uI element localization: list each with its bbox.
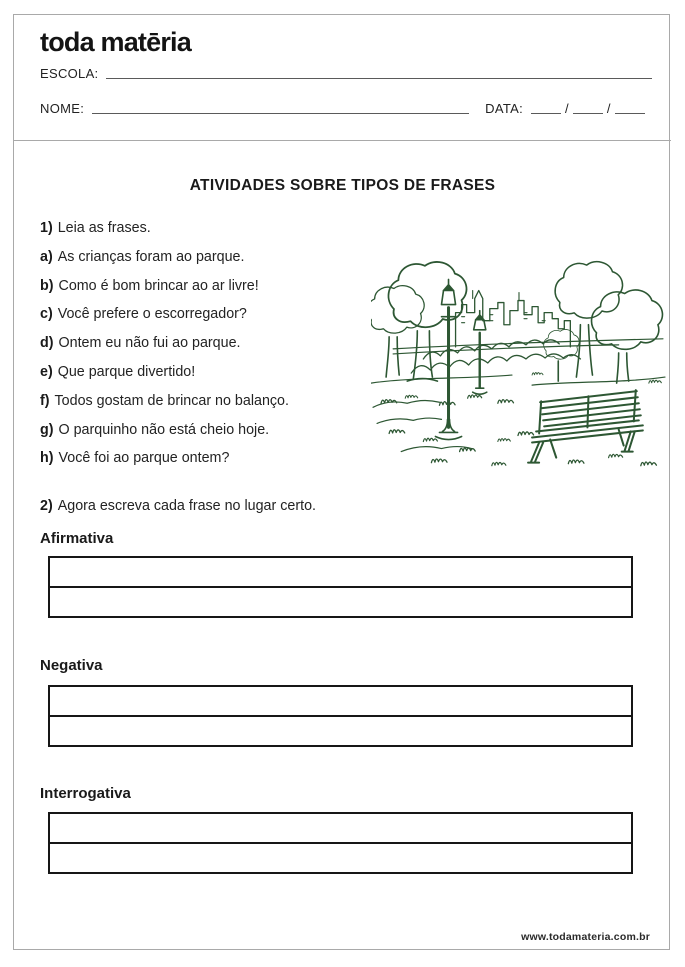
name-field-line[interactable] (92, 103, 469, 114)
page-border-frame (13, 14, 670, 950)
answer-line[interactable] (50, 814, 631, 844)
answer-line[interactable] (50, 844, 631, 872)
list-item (40, 243, 289, 272)
name-date-field-row (40, 101, 655, 116)
item-text: Ontem eu não fui ao parque. (58, 335, 241, 352)
item-text: Como é bom brincar ao ar livre! (58, 277, 259, 294)
date-month-field[interactable] (573, 103, 603, 114)
list-item (40, 329, 289, 358)
item-letter: d) (40, 335, 54, 352)
item-letter: h) (40, 450, 54, 467)
answer-line[interactable] (50, 588, 631, 616)
question-number: 2) (40, 498, 53, 514)
item-letter: f) (40, 392, 50, 409)
date-day-field[interactable] (531, 103, 561, 114)
item-text: O parquinho não está cheio hoje. (58, 421, 270, 438)
item-letter: a) (40, 248, 53, 265)
answer-line[interactable] (50, 717, 631, 745)
header-divider-line (13, 140, 671, 141)
park-illustration (371, 254, 669, 474)
category-label-interrogativa: Interrogativa (40, 785, 131, 802)
answer-line[interactable] (50, 687, 631, 717)
question-1-block (40, 214, 289, 473)
item-text: Que parque divertido! (57, 363, 196, 380)
list-item (40, 387, 289, 416)
page-title: ATIVIDADES SOBRE TIPOS DE FRASES (189, 177, 496, 194)
item-text: As crianças foram ao parque. (57, 248, 245, 265)
list-item (40, 300, 289, 329)
question-number: 1) (40, 220, 53, 236)
date-separator: / (606, 101, 611, 116)
item-text: Todos gostam de brincar no balanço. (54, 392, 289, 409)
item-text: Você prefere o escorregador? (57, 306, 247, 323)
question-1-instruction (40, 214, 289, 243)
item-letter: g) (40, 421, 54, 438)
date-label: DATA: (485, 101, 523, 116)
list-item (40, 416, 289, 445)
item-letter: b) (40, 277, 54, 294)
brand-logo: toda matēria (40, 27, 191, 57)
list-item (40, 358, 289, 387)
school-field-row (40, 66, 652, 81)
category-label-afirmativa: Afirmativa (40, 530, 114, 547)
footer-website-url: www.todamateria.com.br (521, 931, 650, 943)
instruction-text: Leia as frases. (57, 220, 151, 236)
school-label: ESCOLA: (40, 66, 99, 81)
name-label: NOME: (40, 101, 85, 116)
question-2-block (40, 496, 316, 516)
category-label-negativa: Negativa (40, 657, 103, 674)
answer-box-afirmativa (48, 556, 633, 618)
answer-box-negativa (48, 685, 633, 747)
item-text: Você foi ao parque ontem? (58, 450, 230, 467)
school-field-line[interactable] (106, 68, 652, 79)
date-separator: / (564, 101, 569, 116)
date-year-field[interactable] (615, 103, 645, 114)
item-letter: e) (40, 363, 53, 380)
list-item (40, 272, 289, 301)
answer-box-interrogativa (48, 812, 633, 874)
list-item (40, 444, 289, 473)
item-letter: c) (40, 306, 53, 323)
answer-line[interactable] (50, 558, 631, 588)
instruction-text: Agora escreva cada frase no lugar certo. (57, 498, 316, 514)
